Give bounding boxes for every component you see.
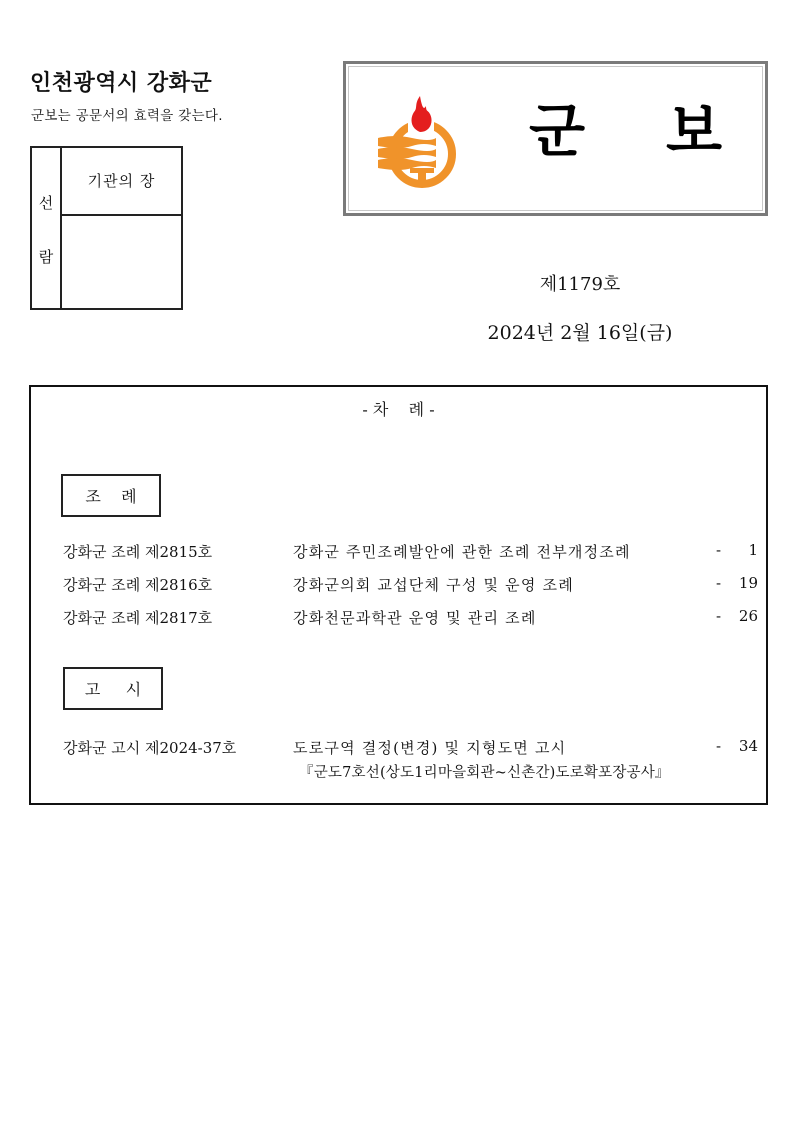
gangwha-county-emblem-icon	[374, 92, 464, 192]
approval-top-cell	[62, 148, 181, 216]
entry-page: 26	[738, 607, 758, 625]
entry-dash: -	[716, 607, 722, 625]
masthead-title-char: 군	[529, 97, 586, 165]
approval-head-label: 기관의 장	[87, 172, 156, 190]
toc-title: - 차 례 -	[362, 400, 435, 419]
issue-date: 2024년 2월 16일(금)	[487, 322, 673, 344]
entry-dash: -	[716, 737, 722, 755]
organization-title: 인천광역시 강화군	[30, 71, 213, 96]
approval-side-char: 선	[38, 194, 54, 212]
entry-page: 34	[738, 737, 758, 755]
gazette-legal-notice: 군보는 공문서의 효력을 갖는다.	[31, 108, 223, 124]
approval-signature-cell	[62, 216, 181, 308]
entry-title: 도로구역 결정(변경) 및 지형도면 고시	[293, 739, 567, 757]
toc-entry[interactable]	[31, 737, 766, 785]
approval-box	[30, 146, 183, 310]
entry-number: 강화군 조례 제2817호	[63, 609, 213, 627]
issue-number: 제1179호	[539, 274, 621, 295]
table-of-contents	[29, 385, 768, 805]
entry-dash: -	[716, 574, 722, 592]
entry-page: 1	[748, 541, 758, 559]
toc-entry[interactable]	[31, 574, 766, 598]
section-header-notice: 고 시	[63, 667, 163, 710]
entry-page: 19	[738, 574, 758, 592]
masthead-box	[343, 61, 768, 216]
approval-side-column	[32, 148, 62, 308]
entry-subtitle: 『군도7호선(상도1리마을회관~신촌간)도로확포장공사』	[299, 765, 670, 781]
masthead-title-char: 보	[666, 97, 723, 165]
entry-number: 강화군 고시 제2024-37호	[63, 739, 237, 757]
section-header-ordinance: 조 례	[61, 474, 161, 517]
entry-title: 강화천문과학관 운영 및 관리 조례	[293, 609, 537, 627]
toc-entry[interactable]	[31, 607, 766, 631]
entry-title: 강화군의회 교섭단체 구성 및 운영 조례	[293, 576, 574, 594]
toc-entry[interactable]	[31, 541, 766, 565]
entry-number: 강화군 조례 제2815호	[63, 543, 213, 561]
entry-dash: -	[716, 541, 722, 559]
entry-number: 강화군 조례 제2816호	[63, 576, 213, 594]
approval-side-char: 람	[38, 248, 54, 266]
entry-title: 강화군 주민조례발안에 관한 조례 전부개정조례	[293, 543, 631, 561]
